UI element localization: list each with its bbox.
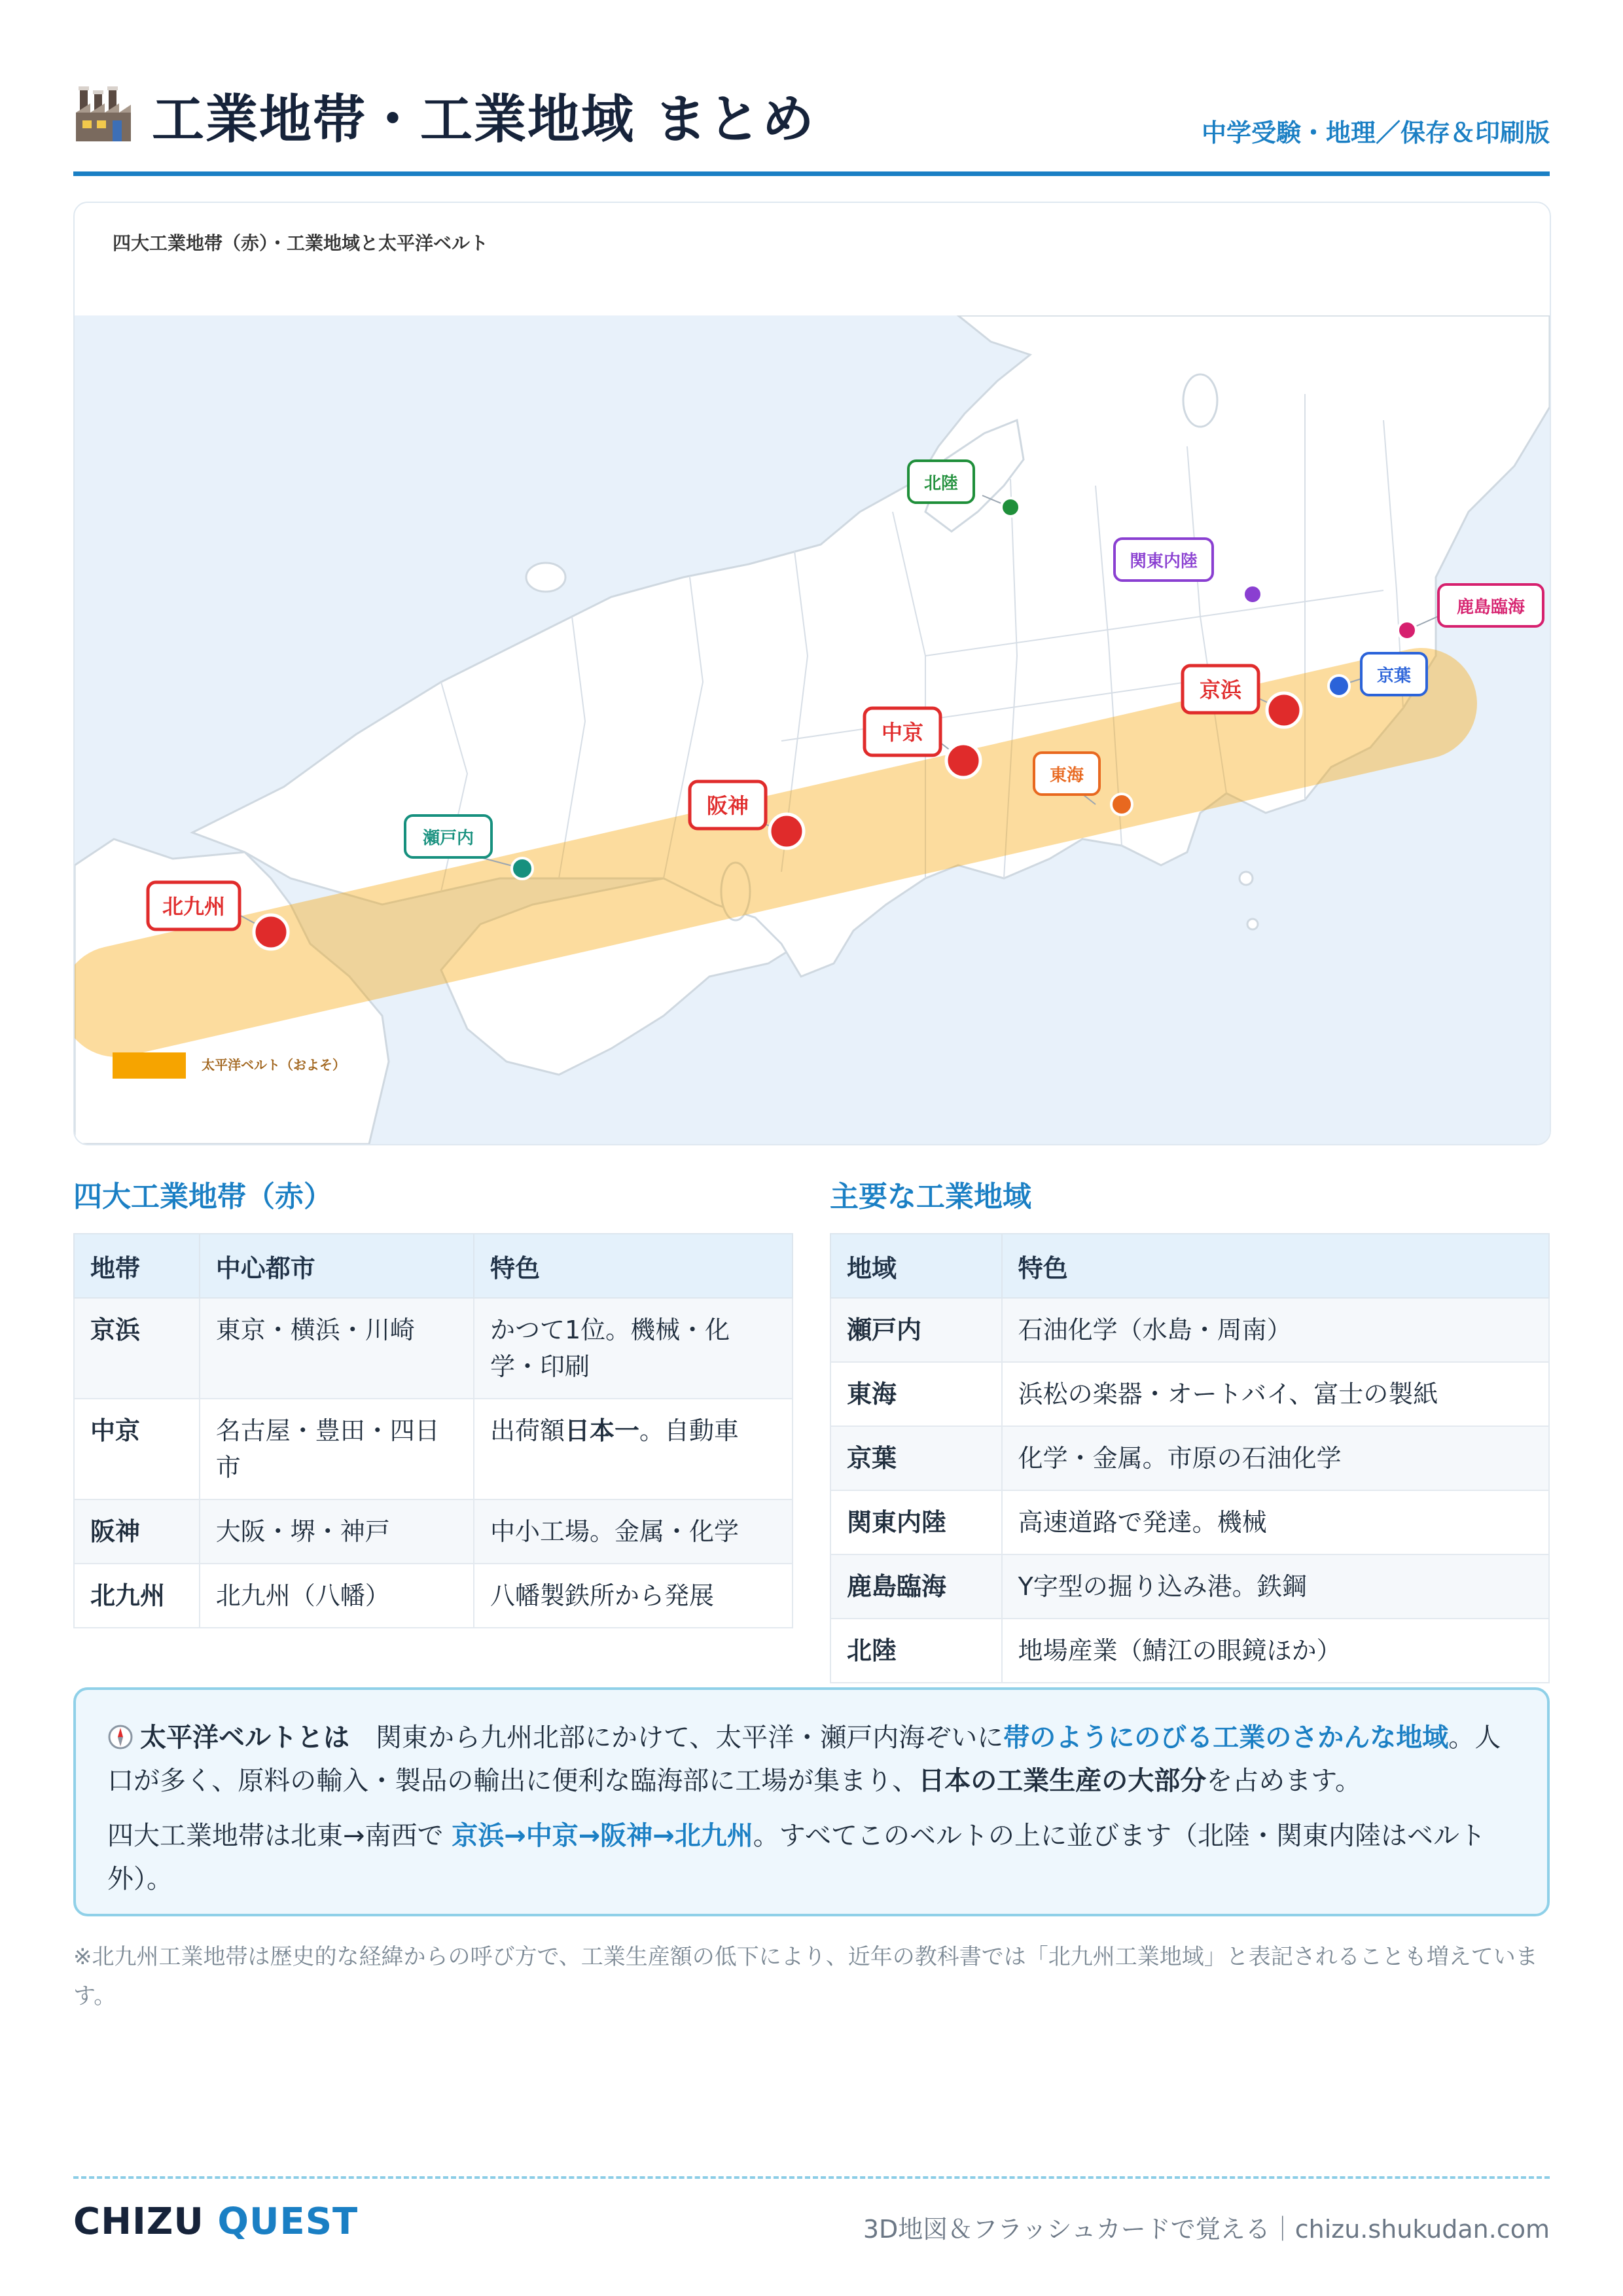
footnote: ※北九州工業地帯は歴史的な経緯からの呼び方で、工業生産額の低下により、近年の教科書では「北九州工業地域」と表記されることも増えています。 bbox=[73, 1944, 1538, 2009]
region-name: 関東内陸 bbox=[830, 1490, 1002, 1554]
region-feature: 浜松の楽器・オートバイ、富士の製紙 bbox=[1002, 1362, 1549, 1426]
dot-setouchi bbox=[512, 858, 533, 879]
dot-keiyo bbox=[1329, 675, 1349, 696]
legend-swatch bbox=[113, 1052, 186, 1079]
regions-table bbox=[830, 1233, 1550, 1683]
region-name: 瀬戸内 bbox=[830, 1298, 1002, 1362]
info-text: を占めます。 bbox=[1206, 1766, 1362, 1796]
table-row bbox=[830, 1554, 1549, 1619]
feature-text: 。自動車 bbox=[639, 1416, 739, 1445]
info-text: 。人口が多く、原料の輸入・製品の輸出に便利な臨海部に工場が集まり、 bbox=[107, 1723, 1501, 1796]
table-row bbox=[830, 1619, 1549, 1683]
belt-name: 北九州 bbox=[74, 1564, 200, 1628]
belt-cities: 大阪・堺・神戸 bbox=[200, 1499, 474, 1564]
belt-cities: 名古屋・豊田・四日市 bbox=[200, 1399, 474, 1499]
label-hokuriku: 北陸 bbox=[923, 474, 959, 493]
region-feature: 石油化学（水島・周南） bbox=[1002, 1298, 1549, 1362]
info-text: 関東から九州北部にかけて、太平洋・瀬戸内海ぞいに bbox=[376, 1723, 1004, 1753]
map-card bbox=[73, 202, 1551, 1145]
land-izu-island bbox=[1247, 919, 1258, 929]
brand-word: CHIZU bbox=[73, 2200, 204, 2243]
info-lead: 太平洋ベルトとは bbox=[140, 1723, 349, 1753]
dot-tokai bbox=[1111, 794, 1132, 815]
table-row bbox=[830, 1362, 1549, 1426]
table-row bbox=[830, 1490, 1549, 1554]
region-name: 北陸 bbox=[830, 1619, 1002, 1683]
land-oki bbox=[526, 563, 565, 592]
dot-kitakyushu bbox=[254, 915, 288, 949]
brand-logo[interactable] bbox=[73, 2200, 358, 2243]
four-belts-table bbox=[73, 1233, 793, 1628]
table-row bbox=[830, 1426, 1549, 1490]
label-keihin: 京浜 bbox=[1199, 677, 1242, 702]
label-chukyo: 中京 bbox=[881, 720, 924, 745]
info-text: 四大工業地帯は北東→南西で bbox=[107, 1821, 452, 1851]
col-header: 特色 bbox=[474, 1234, 793, 1298]
belt-cities: 北九州（八幡） bbox=[200, 1564, 474, 1628]
info-highlight: 帯のようにのびる工業のさかんな地域 bbox=[1003, 1723, 1449, 1753]
col-header: 地帯 bbox=[74, 1234, 200, 1298]
info-text: 。すべてこのベルトの上に並びます（北陸・関東内陸はベルト外）。 bbox=[107, 1821, 1486, 1894]
header-divider bbox=[73, 171, 1550, 176]
label-kanto-nairiku: 関東内陸 bbox=[1129, 552, 1198, 571]
footer-site-link[interactable]: 3D地図＆フラッシュカードで覚える｜chizu.shukudan.com bbox=[863, 2215, 1550, 2244]
belt-name: 中京 bbox=[74, 1399, 200, 1499]
compass-icon bbox=[107, 1724, 134, 1750]
feature-emphasis: 日本一 bbox=[564, 1416, 639, 1445]
region-name: 鹿島臨海 bbox=[830, 1554, 1002, 1619]
label-hanshin: 阪神 bbox=[706, 793, 749, 818]
land-izu-island bbox=[1240, 872, 1253, 885]
col-header: 地域 bbox=[830, 1234, 1002, 1298]
dot-hokuriku bbox=[1001, 498, 1020, 516]
dot-kanto-nairiku bbox=[1243, 585, 1262, 603]
belt-feature: 八幡製鉄所から発展 bbox=[474, 1564, 793, 1628]
region-feature: Y字型の掘り込み港。鉄鋼 bbox=[1002, 1554, 1549, 1619]
label-keiyo: 京葉 bbox=[1376, 666, 1412, 686]
table-header-row bbox=[74, 1234, 793, 1298]
belt-feature: 中小工場。金属・化学 bbox=[474, 1499, 793, 1564]
dot-chukyo bbox=[946, 744, 980, 778]
feature-text: 出荷額 bbox=[490, 1416, 565, 1445]
table-header-row bbox=[830, 1234, 1549, 1298]
belt-name: 京浜 bbox=[74, 1298, 200, 1399]
page-header bbox=[73, 72, 1550, 177]
label-setouchi: 瀬戸内 bbox=[422, 829, 474, 848]
table-row bbox=[830, 1298, 1549, 1362]
label-tokai: 東海 bbox=[1049, 766, 1084, 785]
table-row bbox=[74, 1564, 793, 1628]
dot-keihin bbox=[1267, 693, 1301, 727]
belt-feature bbox=[474, 1399, 793, 1499]
regions-title: 主要な工業地域 bbox=[830, 1180, 1031, 1213]
label-kashima: 鹿島臨海 bbox=[1456, 598, 1525, 617]
pacific-belt-info-box bbox=[73, 1687, 1550, 1916]
table-row bbox=[74, 1399, 793, 1499]
factory-icon bbox=[73, 84, 134, 144]
region-name: 東海 bbox=[830, 1362, 1002, 1426]
belt-cities: 東京・横浜・川崎 bbox=[200, 1298, 474, 1399]
info-emphasis: 日本の工業生産の大部分 bbox=[918, 1766, 1207, 1796]
belt-feature: かつて1位。機械・化学・印刷 bbox=[474, 1298, 793, 1399]
legend-label: 太平洋ベルト（およそ） bbox=[202, 1057, 346, 1073]
region-feature: 地場産業（鯖江の眼鏡ほか） bbox=[1002, 1619, 1549, 1683]
info-paragraph bbox=[107, 1814, 1516, 1901]
info-highlight: 京浜→中京→阪神→北九州 bbox=[452, 1821, 753, 1851]
info-paragraph bbox=[107, 1716, 1516, 1803]
page-title: 工業地帯・工業地域 まとめ bbox=[152, 89, 815, 150]
col-header: 中心都市 bbox=[200, 1234, 474, 1298]
col-header: 特色 bbox=[1002, 1234, 1549, 1298]
japan-map bbox=[75, 315, 1550, 1144]
land-sado bbox=[1183, 374, 1217, 427]
footer-divider bbox=[73, 2176, 1550, 2179]
belt-name: 阪神 bbox=[74, 1499, 200, 1564]
label-kitakyushu: 北九州 bbox=[162, 894, 226, 919]
brand-word: QUEST bbox=[217, 2200, 359, 2243]
page-subtitle: 中学受験・地理／保存＆印刷版 bbox=[1201, 118, 1550, 147]
region-feature: 高速道路で発達。機械 bbox=[1002, 1490, 1549, 1554]
table-row bbox=[74, 1499, 793, 1564]
table-row bbox=[74, 1298, 793, 1399]
map-area[interactable] bbox=[75, 315, 1550, 1144]
map-caption: 四大工業地帯（赤）・工業地域と太平洋ベルト bbox=[113, 232, 489, 254]
dot-kashima bbox=[1398, 621, 1416, 639]
region-feature: 化学・金属。市原の石油化学 bbox=[1002, 1426, 1549, 1490]
region-name: 京葉 bbox=[830, 1426, 1002, 1490]
dot-hanshin bbox=[770, 814, 804, 848]
four-belts-title: 四大工業地帯（赤） bbox=[73, 1180, 332, 1213]
